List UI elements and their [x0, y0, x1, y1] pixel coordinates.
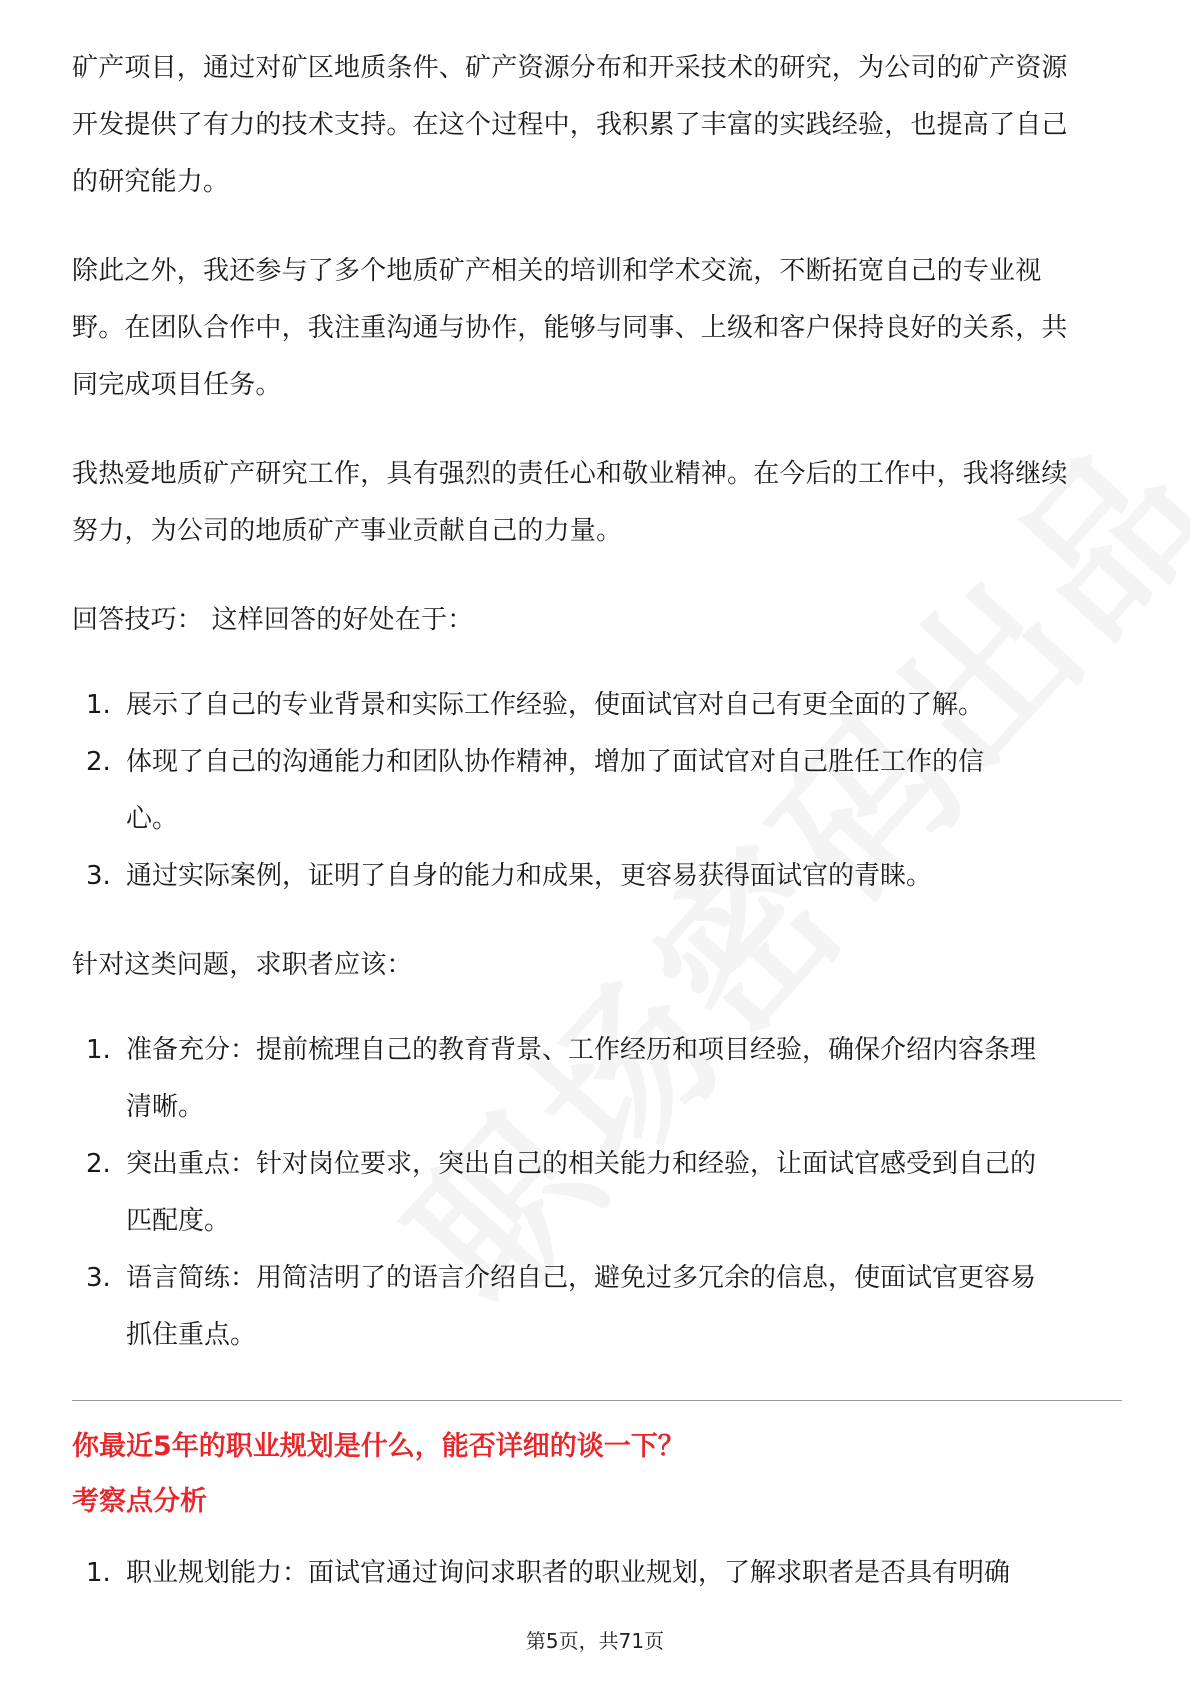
- list-number: 3.: [86, 861, 111, 891]
- document-page: [72, 40, 1122, 1602]
- tips-list: [72, 677, 1122, 905]
- list-number: 2.: [86, 747, 111, 777]
- list-item: [72, 1250, 1046, 1364]
- list-text: 通过实际案例，证明了自身的能力和成果，更容易获得面试官的青睐。: [126, 861, 933, 891]
- analysis-list: [72, 1545, 1122, 1602]
- list-number: 2.: [86, 1149, 111, 1179]
- list-number: 1.: [86, 1035, 111, 1065]
- list-text: 体现了自己的沟通能力和团队协作精神，增加了面试官对自己胜任工作的信心。: [126, 747, 985, 834]
- list-text: 突出重点：针对岗位要求，突出自己的相关能力和经验，让面试官感受到自己的匹配度。: [126, 1149, 1037, 1236]
- list-number: 1.: [86, 690, 111, 720]
- list-text: 语言简练：用简洁明了的语言介绍自己，避免过多冗余的信息，使面试官更容易抓住重点。: [126, 1263, 1037, 1350]
- list-item: [72, 848, 1076, 905]
- paragraph: 我热爱地质矿产研究工作，具有强烈的责任心和敬业精神。在今后的工作中，我将继续努力，为公司的地质矿产事业贡献自己的力量。: [72, 459, 1068, 546]
- page-footer: 第5页，共71页: [525, 1629, 665, 1653]
- list-item: [72, 734, 1021, 848]
- advice-list: [72, 1022, 1122, 1364]
- section-divider: [72, 1400, 1122, 1401]
- list-item: [72, 1136, 1046, 1250]
- list-item: [72, 677, 1076, 734]
- list-text: 准备充分：提前梳理自己的教育背景、工作经历和项目经验，确保介绍内容条理清晰。: [126, 1035, 1037, 1122]
- list-number: 1.: [86, 1558, 111, 1588]
- list-item: [72, 1545, 1126, 1602]
- list-text: 职业规划能力：面试官通过询问求职者的职业规划，了解求职者是否具有明确: [126, 1558, 1011, 1588]
- question-title: 你最近5年的职业规划是什么，能否详细的谈一下？: [72, 1431, 685, 1462]
- paragraph: 矿产项目，通过对矿区地质条件、矿产资源分布和开采技术的研究，为公司的矿产资源开发提供了有力的技术支持。在这个过程中，我积累了丰富的实践经验，也提高了自己的研究能力。: [72, 53, 1068, 197]
- list-item: [72, 1022, 1046, 1136]
- advice-heading: 针对这类问题，求职者应该：: [72, 950, 413, 980]
- list-number: 3.: [86, 1263, 111, 1293]
- paragraph: 除此之外，我还参与了多个地质矿产相关的培训和学术交流，不断拓宽自己的专业视野。在团队合作中，我注重沟通与协作，能够与同事、上级和客户保持良好的关系，共同完成项目任务。: [72, 256, 1068, 400]
- list-text: 展示了自己的专业背景和实际工作经验，使面试官对自己有更全面的了解。: [126, 690, 985, 720]
- tips-heading: 回答技巧： 这样回答的好处在于：: [72, 605, 474, 635]
- question-subtitle: 考察点分析: [72, 1486, 207, 1517]
